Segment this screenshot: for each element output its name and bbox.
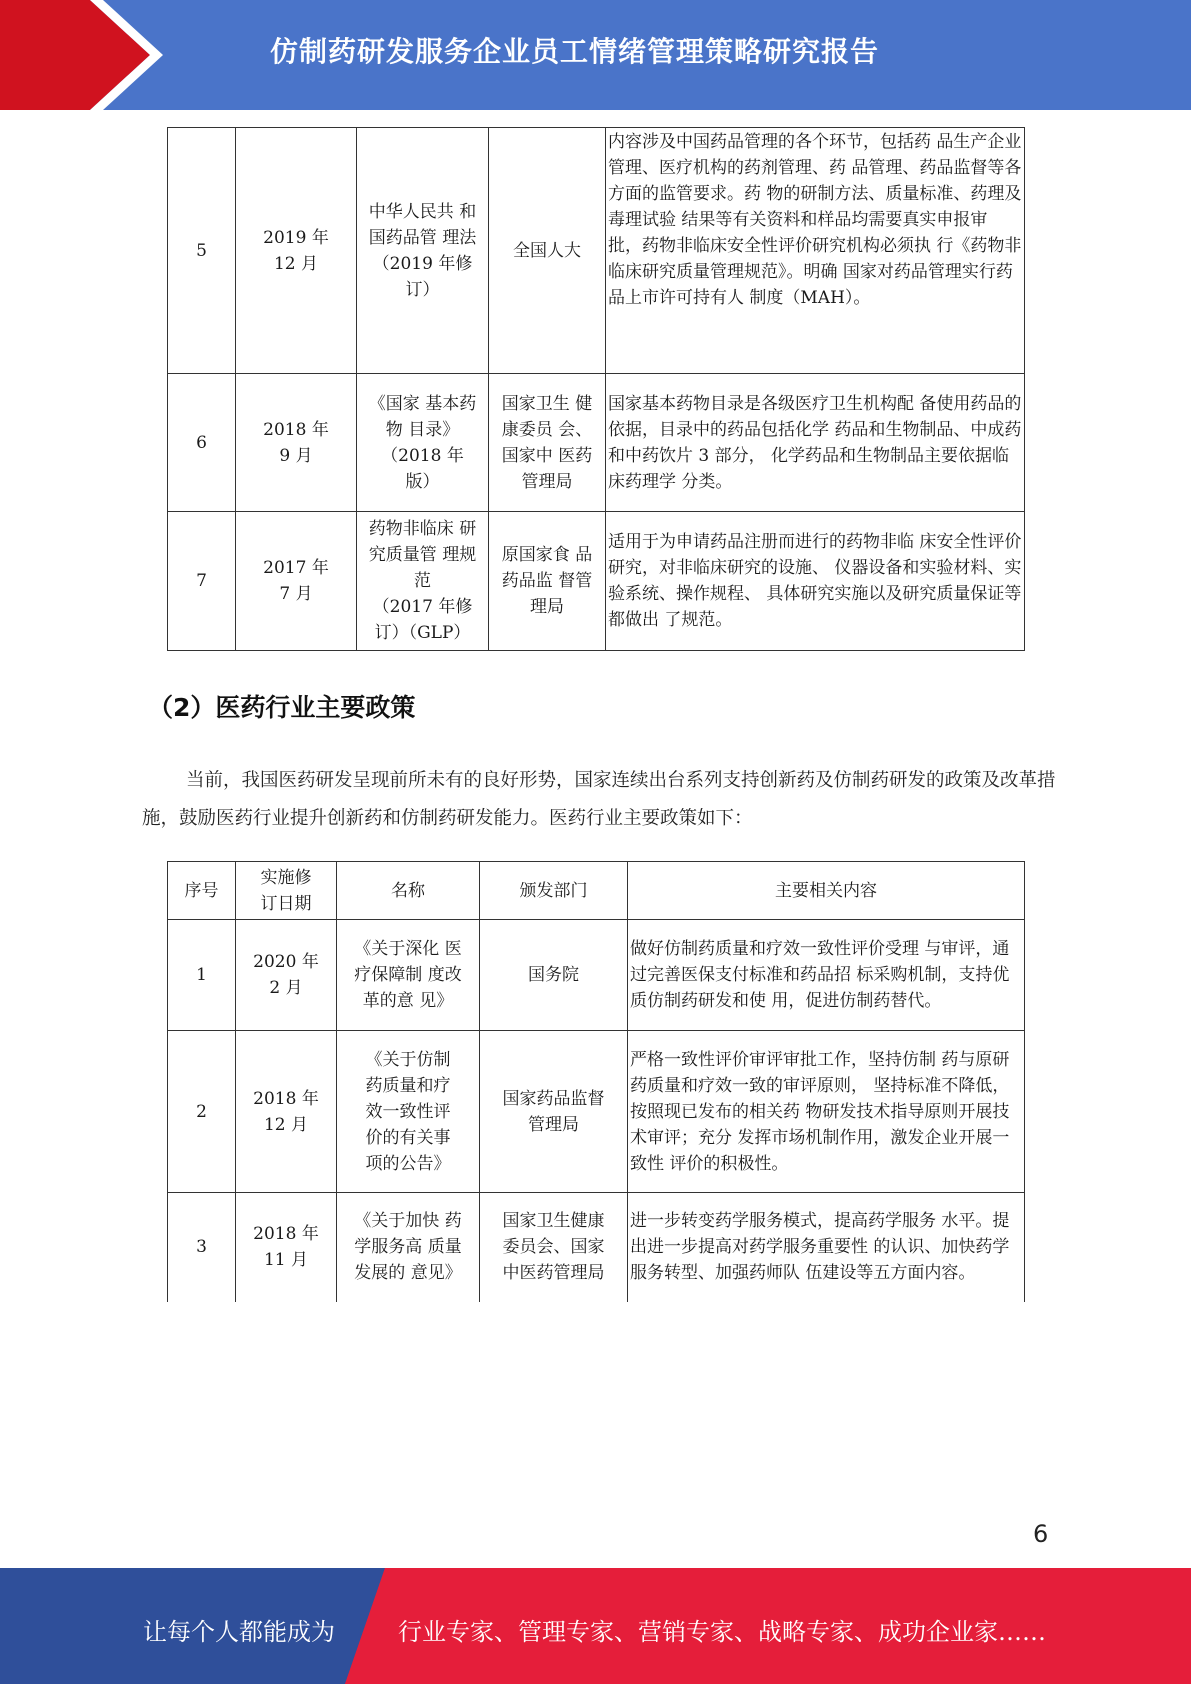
report-title: 仿制药研发服务企业员工情绪管理策略研究报告 — [270, 35, 880, 68]
name-cell: 《国家 基本药 物 目录》 （2018 年 版） — [357, 374, 489, 512]
header-department: 颁发部门 — [480, 862, 628, 920]
department-cell: 国务院 — [480, 920, 628, 1031]
name-cell: 药物非临床 研 究质量管 理规 范 （2017 年修 订）（GLP） — [357, 512, 489, 651]
header-name: 名称 — [337, 862, 480, 920]
content-cell: 内容涉及中国药品管理的各个环节，包括药 品生产企业管理、医疗机构的药剂管理、药 品管理、药品监督等各方面的监管要求。药 物的研制方法、质量标准、药理及毒理试验 结果等有关资料和样品均需要真实申报审 批，药物非临床安全性评价研究机构必须执 行《药物非临床研究质量管理规范》。明确 国家对药品管理实行药品上市许可持有人 制度（MAH）。 — [606, 128, 1025, 374]
row-number: 3 — [168, 1193, 236, 1302]
department-cell: 国家药品监督 管理局 — [480, 1031, 628, 1193]
table-row — [168, 512, 1025, 651]
body-paragraph: 当前，我国医药研发呈现前所未有的良好形势，国家连续出台系列支持创新药及仿制药研发的政策及改革措施，鼓励医药行业提升创新药和仿制药研发能力。医药行业主要政策如下： — [142, 770, 1056, 829]
section-heading: （2）医药行业主要政策 — [148, 693, 416, 722]
date-cell: 2018 年 9 月 — [236, 374, 357, 512]
header-content: 主要相关内容 — [628, 862, 1025, 920]
content-cell: 做好仿制药质量和疗效一致性评价受理 与审评，通过完善医保支付标准和药品招 标采购机制，支持优质仿制药研发和使 用，促进仿制药替代。 — [628, 920, 1025, 1031]
date-cell: 2017 年 7 月 — [236, 512, 357, 651]
page-number: 6 — [1033, 1520, 1049, 1548]
name-cell: 中华人民共 和 国药品管 理法 （2019 年修 订） — [357, 128, 489, 374]
name-cell: 《关于加快 药 学服务高 质量 发展的 意见》 — [337, 1193, 480, 1302]
regulations-table — [167, 127, 1025, 651]
row-number: 5 — [168, 128, 236, 374]
table-header-row — [168, 862, 1025, 920]
page-header — [0, 0, 1191, 110]
table-row — [168, 920, 1025, 1031]
row-number: 1 — [168, 920, 236, 1031]
name-cell: 《关于深化 医 疗保障制 度改 革的意 见》 — [337, 920, 480, 1031]
table-row — [168, 1031, 1025, 1193]
table-row — [168, 1193, 1025, 1302]
department-cell: 全国人大 — [489, 128, 606, 374]
policies-table — [167, 861, 1025, 1302]
department-cell: 国家卫生 健 康委员 会、 国家中 医药 管理局 — [489, 374, 606, 512]
department-cell: 原国家食 品 药品监 督管 理局 — [489, 512, 606, 651]
content-cell: 国家基本药物目录是各级医疗卫生机构配 备使用药品的依据，目录中的药品包括化学 药品和生物制品、中成药和中药饮片 3 部分， 化学药品和生物制品主要依据临床药理学 分类。 — [606, 374, 1025, 512]
content-cell: 进一步转变药学服务模式，提高药学服务 水平。提出进一步提高对药学服务重要性 的认识、加快药学服务转型、加强药师队 伍建设等五方面内容。 — [628, 1193, 1025, 1302]
department-cell: 国家卫生健康 委员会、国家 中医药管理局 — [480, 1193, 628, 1302]
content-cell: 严格一致性评价审评审批工作，坚持仿制 药与原研药质量和疗效一致的审评原则， 坚持标准不降低，按照现已发布的相关药 物研发技术指导原则开展技术审评；充分 发挥市场机制作用，激发企业开展一致性 评价的积极性。 — [628, 1031, 1025, 1193]
date-cell: 2020 年 2 月 — [236, 920, 337, 1031]
footer-slogan-right: 行业专家、管理专家、营销专家、战略专家、成功企业家…… — [398, 1618, 1046, 1646]
row-number: 2 — [168, 1031, 236, 1193]
date-cell: 2019 年 12 月 — [236, 128, 357, 374]
footer-slogan-left: 让每个人都能成为 — [143, 1618, 335, 1646]
date-cell: 2018 年 11 月 — [236, 1193, 337, 1302]
row-number: 6 — [168, 374, 236, 512]
header-number: 序号 — [168, 862, 236, 920]
name-cell: 《关于仿制 药质量和疗 效一致性评 价的有关事 项的公告》 — [337, 1031, 480, 1193]
content-cell: 适用于为申请药品注册而进行的药物非临 床安全性评价研究，对非临床研究的设施、 仪器设备和实验材料、实验系统、操作规程、 具体研究实施以及研究质量保证等都做出 了规范。 — [606, 512, 1025, 651]
table-row — [168, 374, 1025, 512]
header-date: 实施修 订日期 — [236, 862, 337, 920]
date-cell: 2018 年 12 月 — [236, 1031, 337, 1193]
table-row — [168, 128, 1025, 374]
page-footer — [0, 1568, 1191, 1684]
row-number: 7 — [168, 512, 236, 651]
